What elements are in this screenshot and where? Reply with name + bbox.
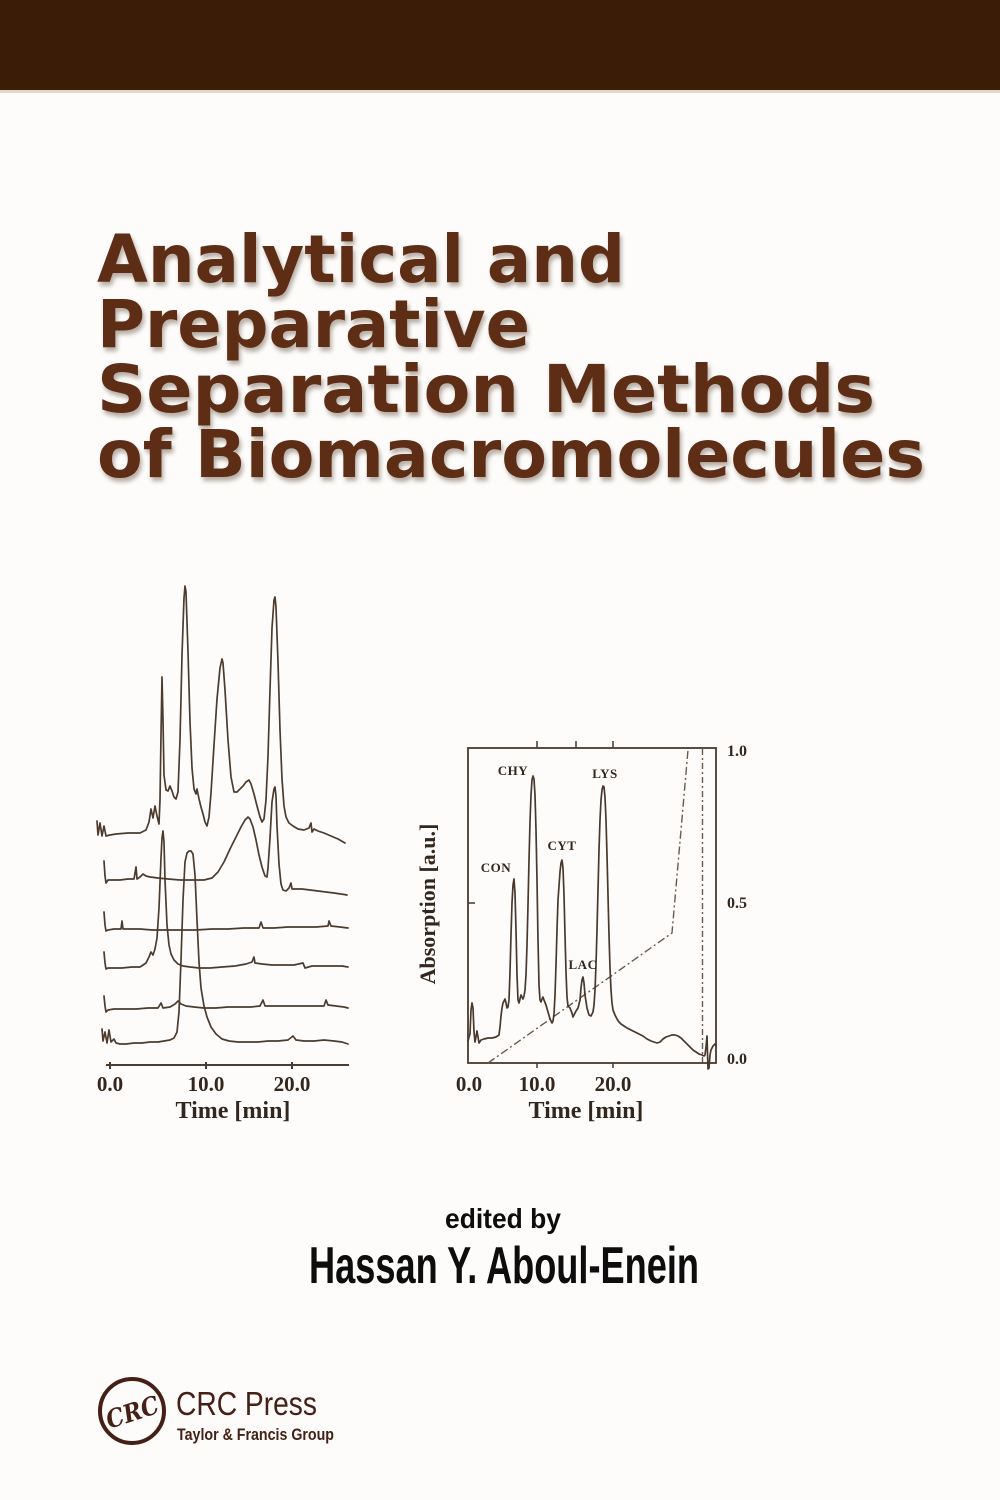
crc-logo-icon: CRC [102, 1388, 169, 1435]
x-tick-label: 10.0 [187, 1072, 225, 1096]
peak-label-chy: CHY [497, 763, 529, 778]
x-axis-title: Time [min] [175, 1098, 291, 1124]
right-axis-tick-label: 0.5 [727, 895, 747, 912]
edited-by-label: edited by [445, 1203, 562, 1234]
editor-name: Hassan Y. Aboul-Enein [309, 1237, 699, 1295]
title-line-4: of Biomacromolecules [97, 416, 925, 493]
publisher-group: Taylor & Francis Group [177, 1426, 334, 1444]
peak-label-lys: LYS [592, 766, 618, 781]
title-line-3: Separation Methods [97, 351, 875, 428]
title-line-2: Preparative [97, 286, 530, 363]
right-axis-tick-label: 0.0 [727, 1051, 747, 1068]
title-line-1: Analytical and [97, 221, 625, 298]
y-axis-title: Absorption [a.u.] [415, 823, 440, 985]
publisher-name: CRC Press [176, 1385, 317, 1422]
x-tick-label: 0.0 [455, 1072, 483, 1096]
x-tick-label: 20.0 [594, 1072, 632, 1096]
x-tick-label: 20.0 [273, 1072, 311, 1096]
x-axis-title: Time [min] [528, 1098, 644, 1124]
peak-label-lac: LAC [568, 957, 598, 972]
right-axis-tick-label: 1.0 [727, 743, 747, 760]
peak-label-cyt: CYT [547, 838, 577, 853]
x-tick-label: 10.0 [518, 1072, 556, 1096]
x-tick-label: 0.0 [96, 1072, 124, 1096]
peak-label-con: CON [480, 860, 512, 875]
